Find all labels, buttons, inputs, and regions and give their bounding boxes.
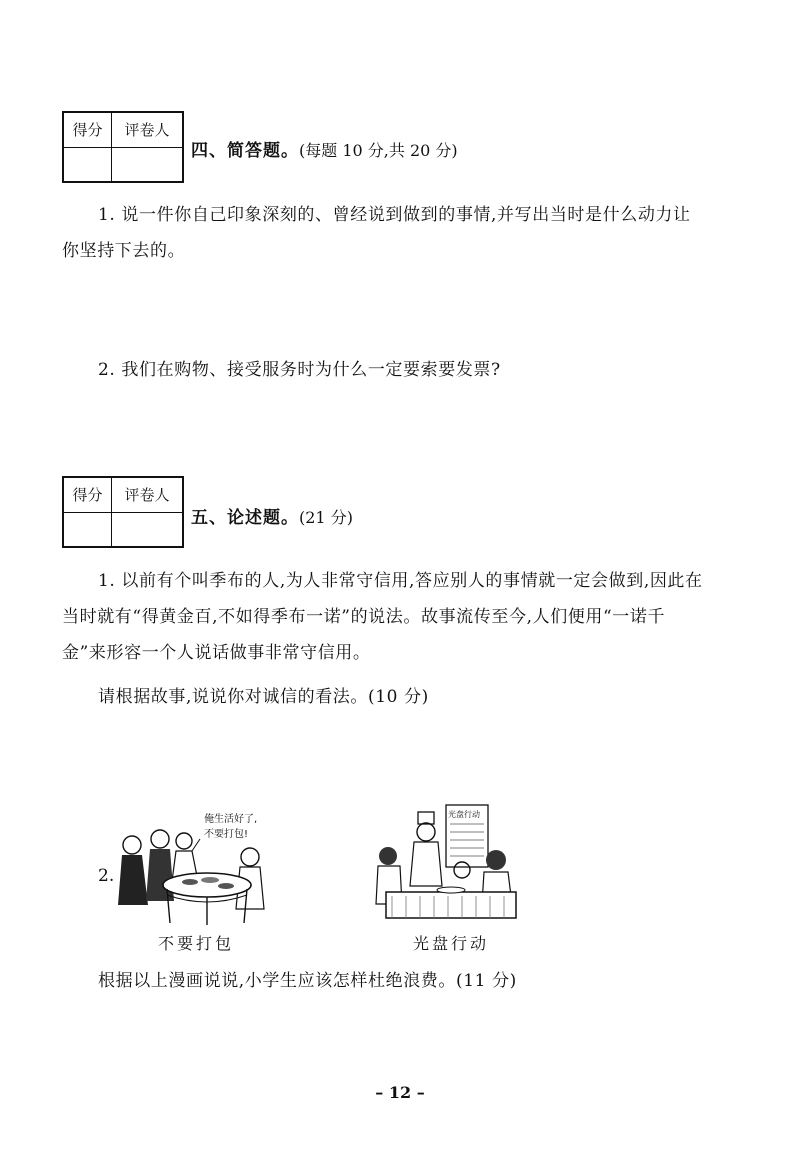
section5-question2-prompt: 根据以上漫画说说,小学生应该怎样杜绝浪费。(11 分) <box>98 971 517 991</box>
section5-heading <box>191 503 353 528</box>
section5-note: (21 分) <box>299 508 353 527</box>
cartoon-clean-plate-image <box>366 800 536 928</box>
cartoon1-speech-line1: 俺生活好了, <box>204 814 258 825</box>
cartoon1-speech-line2: 不要打包! <box>204 829 249 840</box>
cartoon-no-takeaway-image <box>112 805 282 930</box>
section4-question1: 1. 说一件你自己印象深刻的、曾经说到做到的事情,并写出当时是什么动力让你坚持下去的。 <box>62 205 691 261</box>
page-number: – 12 – <box>375 1083 425 1102</box>
section4-note: (每题 10 分,共 20 分) <box>299 141 458 160</box>
section5-question2-number: 2. <box>98 866 115 886</box>
cartoon2-caption: 光盘行动 <box>413 934 490 953</box>
grader-label: 评卷人 <box>111 478 182 513</box>
section5-title: 五、论述题。 <box>191 508 299 528</box>
grader-cell[interactable] <box>111 147 182 182</box>
grader-label: 评卷人 <box>111 113 182 148</box>
score-label: 得分 <box>64 478 112 513</box>
cartoon1-caption: 不要打包 <box>158 934 235 953</box>
section5-question1-prompt: 请根据故事,说说你对诚信的看法。(10 分) <box>98 687 429 707</box>
section4-title: 四、简答题。 <box>191 141 299 161</box>
score-cell[interactable] <box>64 147 112 182</box>
score-label: 得分 <box>64 113 112 148</box>
section5-question1-story: 1. 以前有个叫季布的人,为人非常守信用,答应别人的事情就一定会做到,因此在当时就有“得黄金百,不如得季布一诺”的说法。故事流传至今,人们便用“一诺千金”来形容一个人说话做事非常守信用。 <box>62 571 703 663</box>
score-box-section4 <box>62 111 184 183</box>
section4-heading <box>191 136 458 161</box>
score-box-section5 <box>62 476 184 548</box>
score-cell[interactable] <box>64 512 112 547</box>
grader-cell[interactable] <box>111 512 182 547</box>
cartoon2-sign-title: 光盘行动 <box>448 810 480 819</box>
section4-question2: 2. 我们在购物、接受服务时为什么一定要索要发票? <box>98 360 501 380</box>
